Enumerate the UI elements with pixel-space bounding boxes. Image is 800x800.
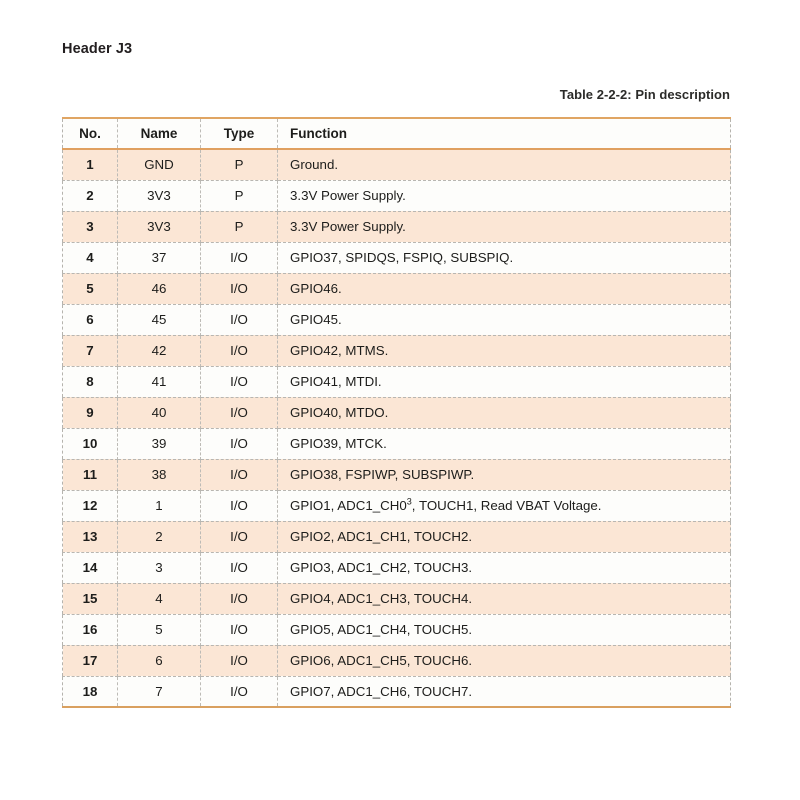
table-caption: Table 2-2-2: Pin description: [559, 87, 730, 102]
cell-pin-name: 1: [118, 490, 201, 521]
table-row: [63, 614, 731, 645]
table-header: [63, 118, 731, 149]
cell-pin-number: 15: [63, 583, 118, 614]
cell-pin-type: I/O: [201, 304, 278, 335]
cell-pin-name: 40: [118, 397, 201, 428]
table-row: [63, 428, 731, 459]
cell-pin-number: 13: [63, 521, 118, 552]
cell-pin-number: 3: [63, 211, 118, 242]
table-row: [63, 490, 731, 521]
table-row: [63, 583, 731, 614]
pin-description-table-container: [62, 117, 730, 708]
cell-pin-number: 12: [63, 490, 118, 521]
cell-pin-number: 18: [63, 676, 118, 707]
cell-pin-type: I/O: [201, 366, 278, 397]
cell-pin-name: 4: [118, 583, 201, 614]
cell-pin-name: 5: [118, 614, 201, 645]
column-header-type: Type: [201, 118, 278, 149]
cell-pin-type: I/O: [201, 273, 278, 304]
table-row: [63, 366, 731, 397]
table-row: [63, 521, 731, 552]
column-header-function: Function: [278, 118, 731, 149]
table-row: [63, 180, 731, 211]
cell-pin-number: 8: [63, 366, 118, 397]
cell-pin-type: I/O: [201, 583, 278, 614]
cell-pin-number: 17: [63, 645, 118, 676]
cell-pin-number: 4: [63, 242, 118, 273]
cell-pin-number: 6: [63, 304, 118, 335]
cell-pin-type: I/O: [201, 335, 278, 366]
cell-pin-name: 45: [118, 304, 201, 335]
table-row: [63, 304, 731, 335]
cell-pin-name: 42: [118, 335, 201, 366]
table-row: [63, 397, 731, 428]
column-header-name: Name: [118, 118, 201, 149]
cell-pin-type: I/O: [201, 614, 278, 645]
cell-pin-function: GPIO41, MTDI.: [278, 366, 731, 397]
cell-pin-function: GPIO2, ADC1_CH1, TOUCH2.: [278, 521, 731, 552]
cell-pin-type: I/O: [201, 645, 278, 676]
table-row: [63, 335, 731, 366]
pin-description-table: [62, 117, 731, 708]
table-header-row: [63, 118, 731, 149]
cell-pin-name: 7: [118, 676, 201, 707]
cell-pin-number: 11: [63, 459, 118, 490]
cell-pin-name: 37: [118, 242, 201, 273]
cell-pin-type: I/O: [201, 490, 278, 521]
cell-pin-name: 6: [118, 645, 201, 676]
table-row: [63, 273, 731, 304]
footnote-reference: 3: [406, 496, 412, 507]
cell-pin-name: GND: [118, 149, 201, 180]
cell-pin-number: 14: [63, 552, 118, 583]
cell-pin-function: GPIO39, MTCK.: [278, 428, 731, 459]
cell-pin-name: 3: [118, 552, 201, 583]
cell-pin-function: GPIO42, MTMS.: [278, 335, 731, 366]
cell-pin-type: I/O: [201, 459, 278, 490]
cell-pin-function: GPIO6, ADC1_CH5, TOUCH6.: [278, 645, 731, 676]
function-text: GPIO1, ADC1_CH0: [290, 498, 407, 513]
table-row: [63, 645, 731, 676]
cell-pin-function: GPIO3, ADC1_CH2, TOUCH3.: [278, 552, 731, 583]
cell-pin-type: I/O: [201, 428, 278, 459]
cell-pin-name: 41: [118, 366, 201, 397]
cell-pin-number: 2: [63, 180, 118, 211]
cell-pin-type: I/O: [201, 676, 278, 707]
cell-pin-name: 38: [118, 459, 201, 490]
cell-pin-name: 3V3: [118, 180, 201, 211]
table-row: [63, 676, 731, 707]
cell-pin-number: 5: [63, 273, 118, 304]
cell-pin-function: GPIO5, ADC1_CH4, TOUCH5.: [278, 614, 731, 645]
table-row: [63, 459, 731, 490]
cell-pin-type: I/O: [201, 397, 278, 428]
cell-pin-function: GPIO46.: [278, 273, 731, 304]
cell-pin-function: 3.3V Power Supply.: [278, 180, 731, 211]
cell-pin-function: GPIO7, ADC1_CH6, TOUCH7.: [278, 676, 731, 707]
cell-pin-function: GPIO37, SPIDQS, FSPIQ, SUBSPIQ.: [278, 242, 731, 273]
cell-pin-type: P: [201, 211, 278, 242]
cell-pin-type: P: [201, 180, 278, 211]
cell-pin-name: 39: [118, 428, 201, 459]
cell-pin-number: 9: [63, 397, 118, 428]
cell-pin-function: GPIO4, ADC1_CH3, TOUCH4.: [278, 583, 731, 614]
cell-pin-name: 46: [118, 273, 201, 304]
cell-pin-function: [278, 490, 731, 521]
cell-pin-function: GPIO45.: [278, 304, 731, 335]
column-header-no: No.: [63, 118, 118, 149]
cell-pin-type: I/O: [201, 521, 278, 552]
cell-pin-type: I/O: [201, 552, 278, 583]
cell-pin-name: 2: [118, 521, 201, 552]
cell-pin-number: 7: [63, 335, 118, 366]
cell-pin-type: I/O: [201, 242, 278, 273]
cell-pin-type: P: [201, 149, 278, 180]
table-body: [63, 149, 731, 707]
function-text-tail: , TOUCH1, Read VBAT Voltage.: [411, 498, 602, 513]
cell-pin-name: 3V3: [118, 211, 201, 242]
cell-pin-number: 10: [63, 428, 118, 459]
table-row: [63, 242, 731, 273]
cell-pin-function: GPIO38, FSPIWP, SUBSPIWP.: [278, 459, 731, 490]
table-row: [63, 149, 731, 180]
cell-pin-number: 16: [63, 614, 118, 645]
table-row: [63, 552, 731, 583]
table-row: [63, 211, 731, 242]
cell-pin-function: Ground.: [278, 149, 731, 180]
cell-pin-function: GPIO40, MTDO.: [278, 397, 731, 428]
page-title: Header J3: [62, 41, 133, 57]
cell-pin-number: 1: [63, 149, 118, 180]
cell-pin-function: 3.3V Power Supply.: [278, 211, 731, 242]
